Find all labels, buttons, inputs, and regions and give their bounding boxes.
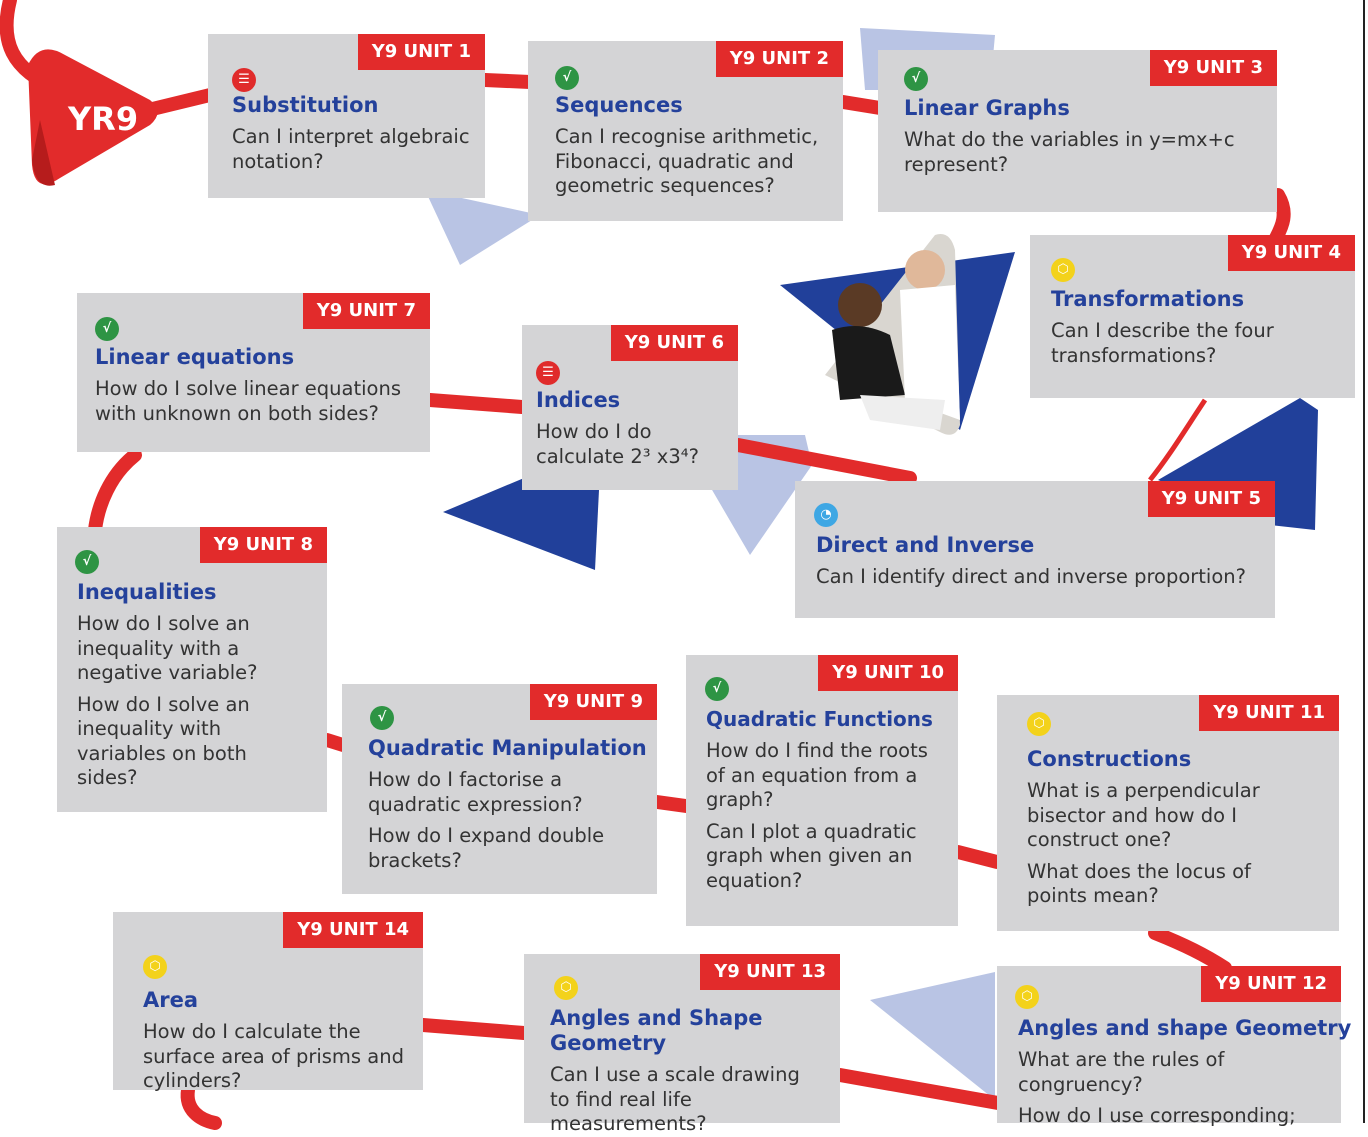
unit-card-4[interactable] (1030, 235, 1355, 398)
unit-question: How do I calculate the surface area of prisms and cylinders? (143, 1020, 404, 1092)
unit-question: How do I use corresponding; (1018, 1104, 1296, 1127)
unit-badge: Y9 UNIT 4 (1228, 235, 1355, 271)
unit-badge: Y9 UNIT 2 (716, 41, 843, 77)
unit-title: Substitution (232, 93, 379, 117)
unit-question: How do I solve linear equations with unknown on both sides? (95, 377, 401, 425)
unit-card-11[interactable] (997, 695, 1339, 931)
unit-badge: Y9 UNIT 7 (303, 293, 430, 329)
unit-card-8[interactable] (57, 527, 327, 812)
unit-question: How do I expand double brackets? (368, 824, 605, 872)
unit-title: Angles and Shape Geometry (550, 1006, 763, 1055)
unit-card-9[interactable] (342, 684, 657, 894)
unit-title: Constructions (1027, 747, 1192, 771)
year-label: YR9 (68, 100, 139, 138)
unit-title: Indices (536, 388, 621, 412)
unit-question: Can I identify direct and inverse proportion? (816, 565, 1246, 588)
unit-title: Direct and Inverse (816, 533, 1035, 557)
square-root-icon: √ (705, 677, 729, 701)
unit-title: Area (143, 988, 199, 1012)
unit-badge: Y9 UNIT 9 (530, 684, 657, 720)
unit-card-2[interactable] (528, 41, 843, 221)
unit-question: What do the variables in y=mx+c represent? (904, 128, 1235, 176)
unit-title: Linear Graphs (904, 96, 1070, 120)
unit-question: Can I describe the four transformations? (1051, 319, 1274, 367)
cube-icon: ⬡ (143, 955, 167, 979)
unit-card-7[interactable] (77, 293, 430, 452)
unit-question: How do I solve an inequality with variables on both sides? (77, 692, 250, 789)
cube-icon: ⬡ (1027, 712, 1051, 736)
unit-card-5[interactable] (795, 481, 1275, 618)
unit-question: Can I use a scale drawing to find real life measurements? (550, 1063, 800, 1135)
unit-badge: Y9 UNIT 12 (1201, 966, 1341, 1002)
unit-question: Can I recognise arithmetic, Fibonacci, quadratic and geometric sequences? (555, 125, 819, 197)
unit-card-3[interactable] (878, 50, 1277, 212)
unit-card-13[interactable] (524, 954, 840, 1135)
unit-question: Can I plot a quadratic graph when given an equation? (706, 819, 917, 892)
cube-icon: ⬡ (1015, 985, 1039, 1009)
unit-card-1[interactable] (208, 34, 485, 198)
unit-title: Inequalities (77, 580, 217, 604)
square-root-icon: √ (75, 550, 99, 574)
unit-question: What is a perpendicular bisector and how do I construct one? (1027, 779, 1260, 851)
unit-badge: Y9 UNIT 8 (200, 527, 327, 563)
list-icon: ☰ (232, 68, 256, 92)
square-root-icon: √ (370, 706, 394, 730)
unit-card-6[interactable] (522, 325, 738, 490)
unit-question: What does the locus of points mean? (1027, 859, 1251, 907)
unit-card-10[interactable] (686, 655, 958, 926)
unit-card-12[interactable] (997, 966, 1352, 1127)
unit-question: How do I solve an inequality with a negative variable? (77, 612, 258, 684)
square-root-icon: √ (95, 317, 119, 341)
list-icon: ☰ (536, 361, 560, 385)
unit-title: Linear equations (95, 345, 295, 369)
unit-title: Sequences (555, 93, 683, 117)
unit-card-14[interactable] (113, 912, 423, 1090)
unit-badge: Y9 UNIT 11 (1199, 695, 1339, 731)
unit-question: How do I factorise a quadratic expression? (368, 768, 583, 816)
square-root-icon: √ (555, 66, 579, 90)
unit-badge: Y9 UNIT 13 (700, 954, 840, 990)
unit-badge: Y9 UNIT 5 (1148, 481, 1275, 517)
unit-question: How do I do calculate 2³ x3⁴? (536, 420, 699, 468)
unit-badge: Y9 UNIT 14 (283, 912, 423, 948)
unit-title: Angles and shape Geometry (1018, 1016, 1352, 1040)
unit-title: Transformations (1051, 287, 1245, 311)
unit-badge: Y9 UNIT 1 (358, 34, 485, 70)
square-root-icon: √ (904, 67, 928, 91)
unit-question: Can I interpret algebraic notation? (232, 125, 470, 173)
cube-icon: ⬡ (1051, 258, 1075, 282)
unit-title: Quadratic Functions (706, 707, 933, 731)
unit-badge: Y9 UNIT 6 (611, 325, 738, 361)
unit-question: What are the rules of congruency? (1018, 1048, 1225, 1096)
unit-badge: Y9 UNIT 3 (1150, 50, 1277, 86)
unit-title: Quadratic Manipulation (368, 736, 647, 760)
unit-badge: Y9 UNIT 10 (818, 655, 958, 691)
unit-question: How do I find the roots of an equation from a graph? (706, 739, 928, 811)
cube-icon: ⬡ (554, 976, 578, 1000)
pie-chart-icon: ◔ (814, 503, 838, 527)
